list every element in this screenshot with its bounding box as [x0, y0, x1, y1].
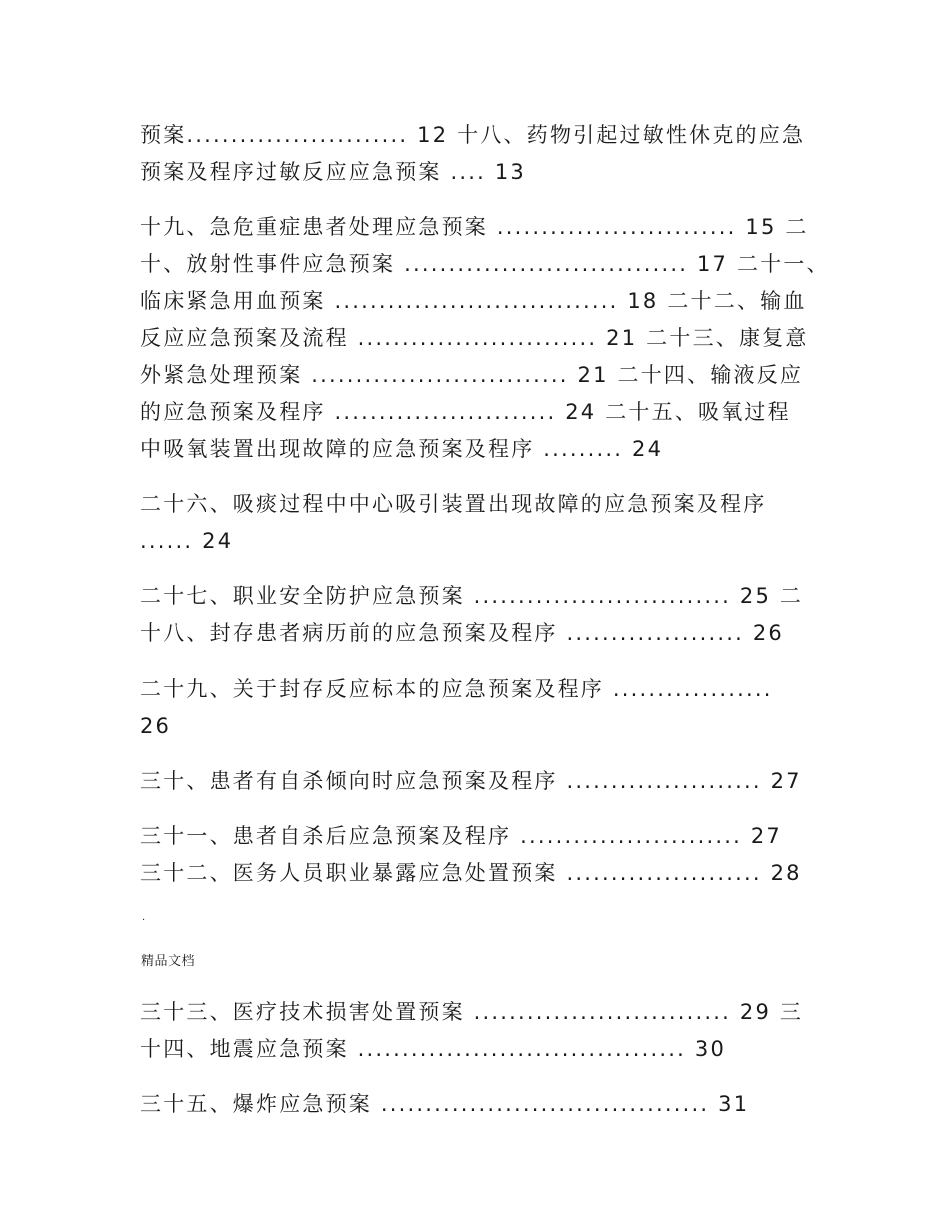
- separator-dot: .: [142, 912, 146, 923]
- toc-line: 十、放射性事件应急预案 ................................ 17 二十一、: [140, 252, 830, 276]
- toc-line: 十九、急危重症患者处理应急预案 ........................... 15 二: [140, 215, 809, 239]
- toc-line: 临床紧急用血预案 ................................ 18 二十二、输血: [140, 289, 807, 313]
- toc-line: 二十六、吸痰过程中中心吸引装置出现故障的应急预案及程序: [140, 492, 767, 516]
- toc-line: 反应应急预案及流程 ........................... 21 二十三、康复意: [140, 326, 809, 350]
- toc-line: 二十九、关于封存反应标本的应急预案及程序 ..................: [140, 677, 773, 701]
- toc-line: 外紧急处理预案 ............................. 21 二十四、输液反应: [140, 363, 804, 387]
- toc-line: 三十、患者有自杀倾向时应急预案及程序 ...................... 27: [140, 769, 802, 793]
- toc-line: 三十二、医务人员职业暴露应急处置预案 ...................... 28: [140, 861, 802, 885]
- toc-line: ...... 24: [140, 529, 234, 553]
- toc-line: 的应急预案及程序 ......................... 24 二十五、吸氧过程: [140, 400, 791, 424]
- toc-line: 三十五、爆炸应急预案 ..................................... 31: [140, 1092, 750, 1116]
- page-footer-label: 精品文档: [141, 954, 196, 969]
- toc-line: 预案......................... 12 十八、药物引起过敏性休克的应急: [140, 123, 806, 147]
- toc-line: 中吸氧装置出现故障的应急预案及程序 ......... 24: [140, 437, 664, 461]
- toc-line: 二十七、职业安全防护应急预案 ............................. 25 二: [140, 584, 804, 608]
- toc-line: 三十一、患者自杀后应急预案及程序 ......................... 27: [140, 824, 782, 848]
- toc-line: 26: [140, 714, 172, 738]
- toc-line: 三十三、医疗技术损害处置预案 ............................. 29 三: [140, 1000, 804, 1024]
- toc-line: 十四、地震应急预案 ..................................... 30: [140, 1037, 727, 1061]
- toc-line: 十八、封存患者病历前的应急预案及程序 .................... 26: [140, 621, 784, 645]
- toc-line: 预案及程序过敏反应应急预案 .... 13: [140, 160, 526, 184]
